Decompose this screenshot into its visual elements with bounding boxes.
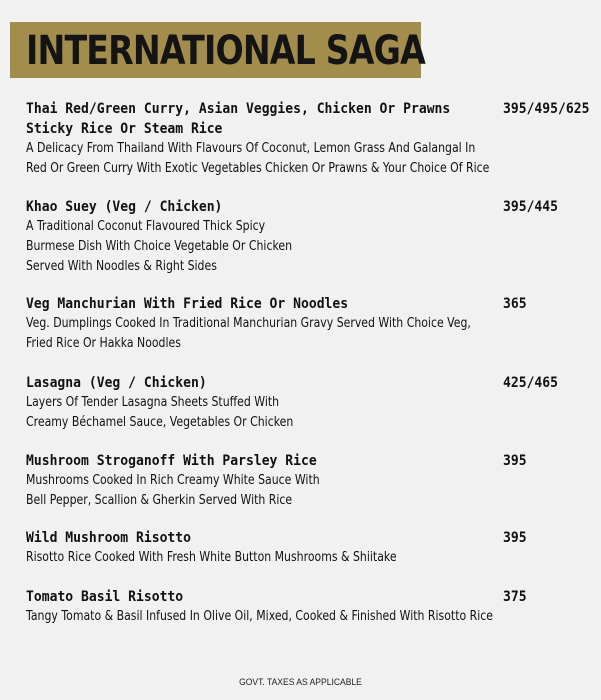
item-price: 395 — [503, 530, 527, 546]
item-description: Red Or Green Curry With Exotic Vegetables Chicken Or Prawns & Your Choice Of Rice — [26, 161, 490, 176]
menu-item — [26, 294, 586, 354]
item-description: A Delicacy From Thailand With Flavours Of Coconut, Lemon Grass And Galangal In — [26, 141, 476, 156]
item-name: Sticky Rice Or Steam Rice — [26, 121, 223, 137]
menu-item — [26, 587, 586, 627]
item-description: Veg. Dumplings Cooked In Traditional Manchurian Gravy Served With Choice Veg, — [26, 316, 471, 331]
item-price: 395/445 — [503, 199, 558, 215]
page-title: INTERNATIONAL SAGA — [26, 28, 425, 74]
item-name: Tomato Basil Risotto — [26, 589, 184, 605]
item-name: Mushroom Stroganoff With Parsley Rice — [26, 453, 317, 469]
item-description: Mushrooms Cooked In Rich Creamy White Sauce With — [26, 473, 320, 488]
menu-item — [26, 197, 586, 277]
item-name: Veg Manchurian With Fried Rice Or Noodles — [26, 296, 349, 312]
menu-item — [26, 373, 586, 433]
menu-item — [26, 99, 590, 179]
item-name: Lasagna (Veg / Chicken) — [26, 375, 207, 391]
item-description: Fried Rice Or Hakka Noodles — [26, 336, 181, 351]
item-name: Thai Red/Green Curry, Asian Veggies, Chicken Or Prawns — [26, 101, 451, 117]
item-price: 365 — [503, 296, 527, 312]
tax-note: GOVT. TAXES AS APPLICABLE — [239, 677, 362, 688]
menu-item — [26, 528, 586, 568]
item-name: Wild Mushroom Risotto — [26, 530, 191, 546]
item-description: Layers Of Tender Lasagna Sheets Stuffed With — [26, 395, 280, 410]
menu-item — [26, 451, 586, 511]
item-description: Burmese Dish With Choice Vegetable Or Chicken — [26, 239, 293, 254]
item-price: 375 — [503, 589, 527, 605]
item-description: Creamy Béchamel Sauce, Vegetables Or Chicken — [26, 415, 294, 430]
item-description: Risotto Rice Cooked With Fresh White Button Mushrooms & Shiitake — [26, 550, 397, 565]
item-price: 395/495/625 — [503, 101, 590, 117]
item-price: 425/465 — [503, 375, 558, 391]
item-description: Bell Pepper, Scallion & Gherkin Served With Rice — [26, 493, 293, 508]
item-description: Tangy Tomato & Basil Infused In Olive Oil, Mixed, Cooked & Finished With Risotto Rice — [26, 609, 493, 624]
item-name: Khao Suey (Veg / Chicken) — [26, 199, 223, 215]
item-price: 395 — [503, 453, 527, 469]
item-description: Served With Noodles & Right Sides — [26, 259, 217, 274]
item-description: A Traditional Coconut Flavoured Thick Spicy — [26, 219, 266, 234]
